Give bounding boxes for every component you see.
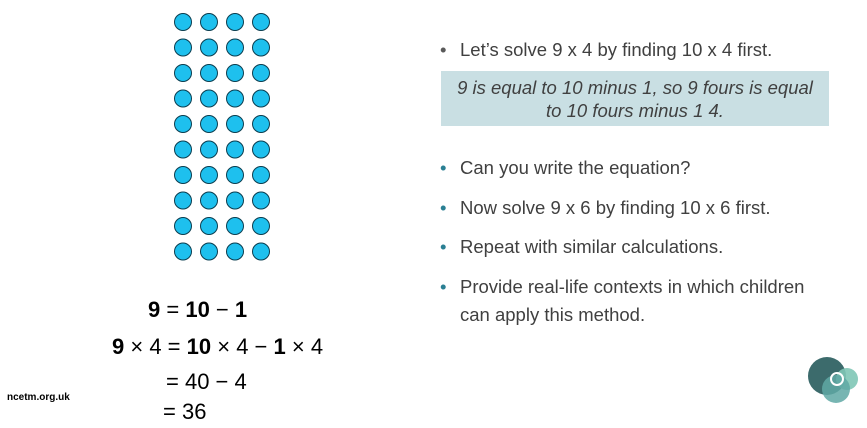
bullet-text: Let’s solve 9 x 4 by finding 10 x 4 first. [460,39,773,60]
array-dot [227,141,244,158]
array-dot [175,39,192,56]
array-dot [201,218,218,235]
array-dot [253,90,270,107]
array-dot [175,192,192,209]
array-dot [175,243,192,260]
array-dot [253,141,270,158]
array-dot [175,141,192,158]
array-dot [253,39,270,56]
array-dot [227,39,244,56]
array-dot [175,167,192,184]
array-dot [227,116,244,133]
array-dot [253,243,270,260]
array-dot [227,90,244,107]
bullet-marker: • [440,197,447,218]
callout-box [441,71,829,126]
array-dot [201,192,218,209]
bullet-text: Repeat with similar calculations. [460,236,724,257]
equation-line-4: = 36 [163,399,207,424]
array-dot [201,243,218,260]
callout-line-1: 9 is equal to 10 minus 1, so 9 fours is equal [457,76,813,98]
bullet-marker: • [440,276,447,297]
array-dot [227,243,244,260]
equation-line-3: = 40 − 4 [166,369,247,394]
array-dot [227,65,244,82]
array-dot [201,116,218,133]
ncetm-logo-icon [806,354,862,406]
array-dot [253,192,270,209]
array-dot [253,14,270,31]
array-dot [253,167,270,184]
array-dot [201,14,218,31]
array-dot [201,90,218,107]
array-dot [175,65,192,82]
array-dot [253,65,270,82]
equation-line-2: 9 × 4 = 10 × 4 − 1 × 4 [112,334,324,359]
array-dot [201,141,218,158]
array-dot [175,116,192,133]
bullet-text: Provide real-life contexts in which children can apply this method. [460,276,805,325]
array-dot [175,218,192,235]
bullet-marker: • [440,157,447,178]
array-dot [227,192,244,209]
array-dot [227,14,244,31]
bullet-text: Now solve 9 x 6 by finding 10 x 6 first. [460,197,771,218]
footer-site: ncetm.org.uk [7,392,70,403]
callout-line-2: to 10 fours minus 1 4. [546,99,724,121]
array-dot [201,39,218,56]
equation-line-1: 9 = 10 − 1 [148,297,248,322]
bullet-marker: • [440,236,447,257]
array-dot [175,14,192,31]
array-dot [175,90,192,107]
array-dot [227,167,244,184]
array-dot [227,218,244,235]
array-dot [253,218,270,235]
array-dot [253,116,270,133]
array-dot [201,65,218,82]
bullet-text: Can you write the equation? [460,157,691,178]
bullet-marker: • [440,39,447,60]
logo-circle-mid [822,375,850,403]
array-dot [201,167,218,184]
